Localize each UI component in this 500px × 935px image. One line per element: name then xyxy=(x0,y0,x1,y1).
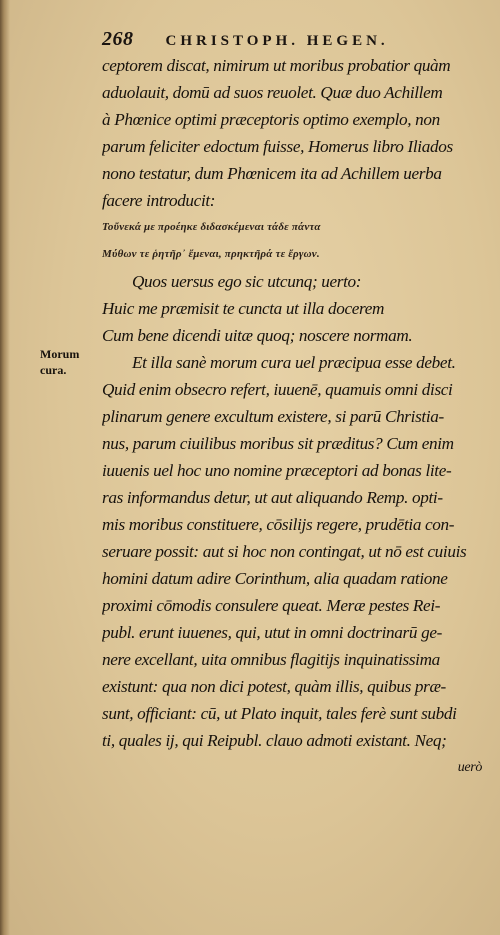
marginal-note-line: Morum xyxy=(40,347,80,361)
latin-verse-line: Huic me præmisit te cuncta ut illa docerem xyxy=(102,299,385,318)
text-line: homini datum adire Corinthum, alia quadam ratione xyxy=(102,569,448,588)
running-head: CHRISTOPH. HEGEN. xyxy=(165,33,389,49)
page-header xyxy=(102,28,462,54)
text-line: proximi cōmodis consulere queat. Meræ pestes Rei- xyxy=(102,596,441,615)
text-line: ras informandus detur, ut aut aliquando Remp. opti- xyxy=(102,488,443,507)
text-line: existunt: qua non dici potest, quàm illis, quibus præ- xyxy=(102,677,446,696)
text-line: plinarum genere excultum existere, si parū Christia- xyxy=(102,407,444,426)
greek-verse-line: Τοὔνεκά με προέηκε διδασκέμεναι τάδε πάντα xyxy=(102,221,321,233)
text-line: Quos uersus ego sic utcunq; uerto: xyxy=(132,272,362,291)
text-line: aduolauit, domū ad suos reuolet. Quæ duo Achillem xyxy=(102,83,443,102)
marginal-note-line: cura. xyxy=(40,363,67,377)
text-line: Quid enim obsecro refert, iuuenē, quamuis omni disci xyxy=(102,380,453,399)
text-line: nono testatur, dum Phœnicem ita ad Achillem uerba xyxy=(102,164,442,183)
text-line: nus, parum ciuilibus moribus sit præditus? Cum enim xyxy=(102,434,454,453)
text-line: nere excellant, uita omnibus flagitijs inquinatissima xyxy=(102,650,440,669)
text-line: à Phœnice optimi præceptoris optimo exemplo, non xyxy=(102,110,440,129)
text-line: sunt, officiant: cū, ut Plato inquit, tales ferè sunt subdi xyxy=(102,704,457,723)
text-line: mis moribus constituere, cōsilijs regere, prudētia con- xyxy=(102,515,455,534)
text-line: Et illa sanè morum cura uel præcipua esse debet. xyxy=(132,353,456,372)
page-gutter-shadow xyxy=(0,0,10,935)
latin-verse-line: Cum bene dicendi uitæ quoq; noscere normam. xyxy=(102,326,413,345)
text-line: publ. erunt iuuenes, qui, utut in omni doctrinarū ge- xyxy=(102,623,442,642)
marginal-note xyxy=(40,346,79,378)
body-text xyxy=(102,52,482,781)
page-number: 268 xyxy=(102,28,134,50)
catchword: uerò xyxy=(457,760,482,775)
text-line: seruare possit: aut si hoc non contingat, ut nō est cuiuis xyxy=(102,542,467,561)
text-line: facere introducit: xyxy=(102,191,216,210)
text-line: parum feliciter edoctum fuisse, Homerus libro Iliados xyxy=(102,137,453,156)
text-line: ti, quales ij, qui Reipubl. clauo admoti existant. Neq; xyxy=(102,731,447,750)
text-line: iuuenis uel hoc uno nomine præceptori ad bonas lite- xyxy=(102,461,452,480)
text-line: ceptorem discat, nimirum ut moribus probatior quàm xyxy=(102,56,451,75)
greek-verse-line: Μύθων τε ῥητῆρ᾽ ἔμεναι, πρηκτῆρά τε ἔργων. xyxy=(102,248,320,260)
